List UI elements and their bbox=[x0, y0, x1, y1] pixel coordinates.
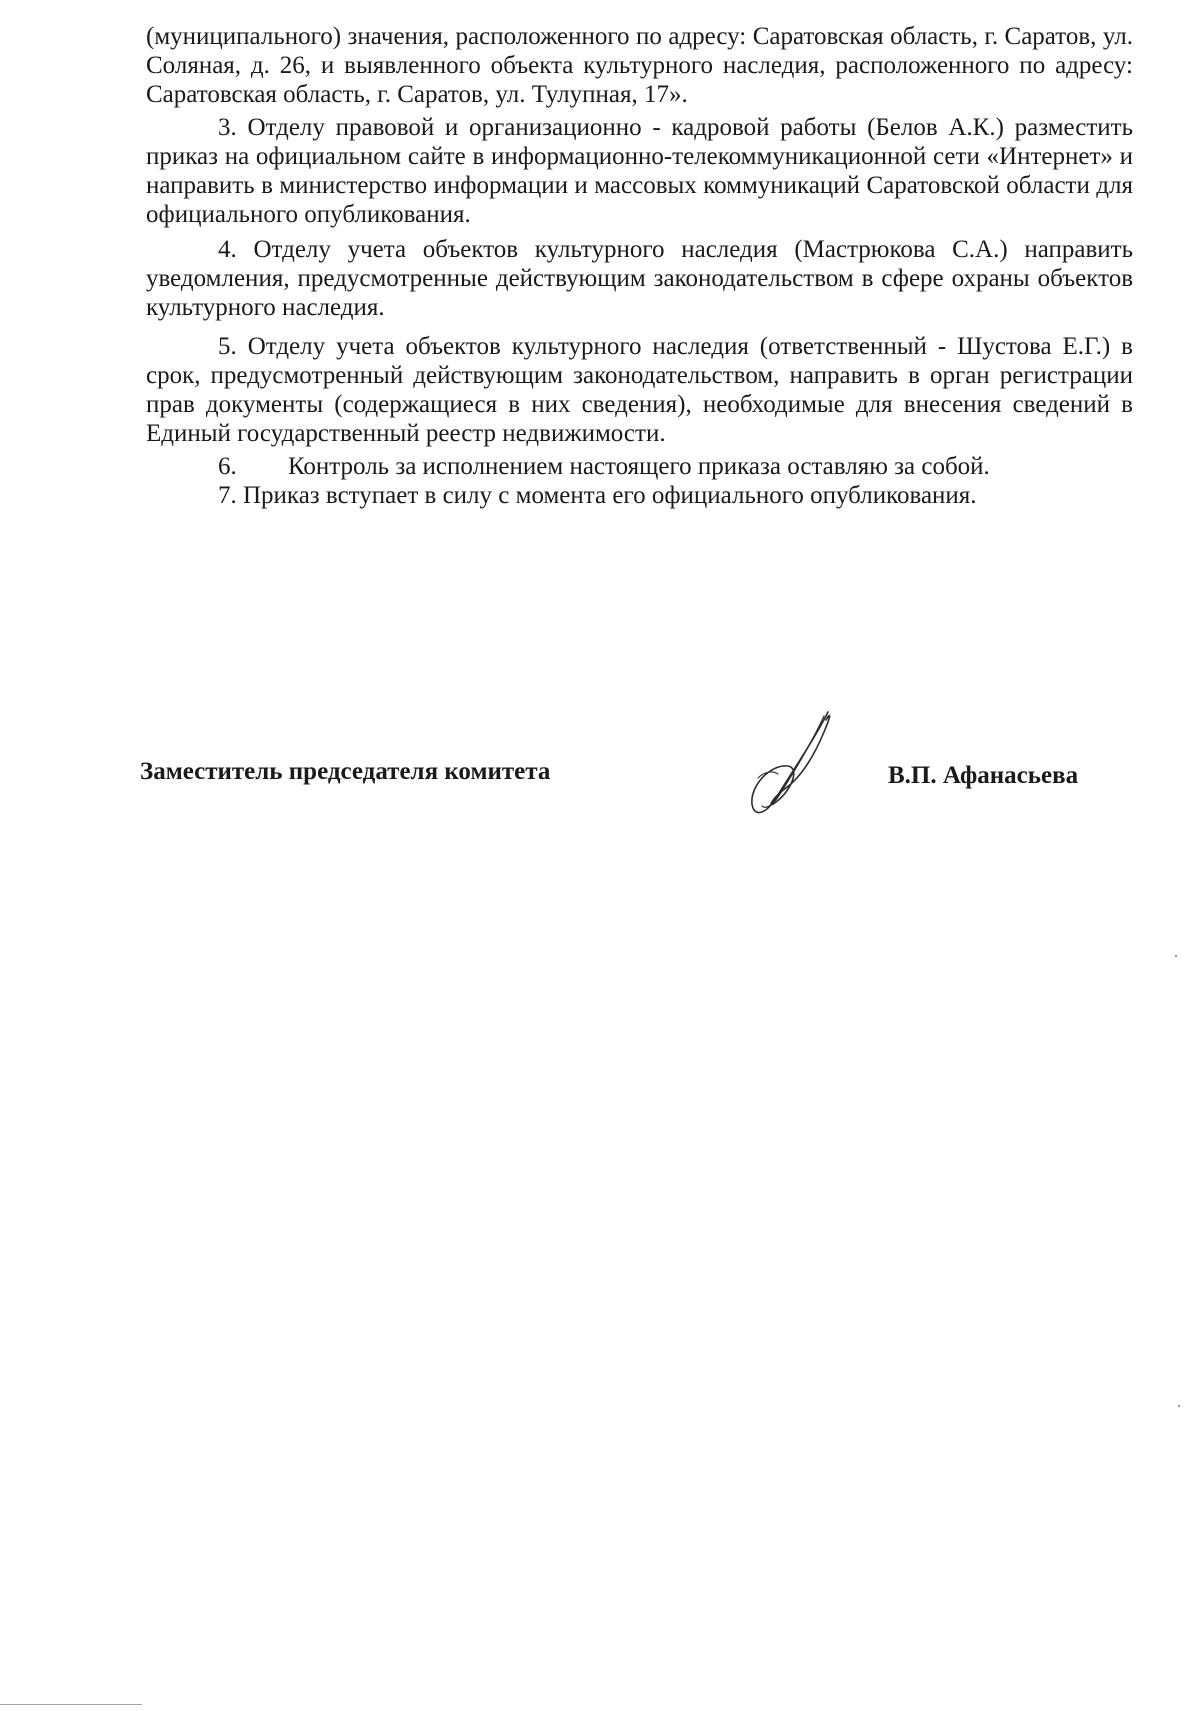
continuation-paragraph: (муниципального) значения, расположенного по адресу: Саратовская область, г. Саратов, ул. Соляная, д. 26, и выявленного объекта культурного наследия, расположенного по адресу: Саратовская область, г. Саратов, ул. Тулупная, 17». bbox=[146, 23, 1133, 108]
signature-block bbox=[140, 748, 1140, 818]
item-6-number: 6. bbox=[218, 453, 237, 480]
item-3-paragraph: 3. Отделу правовой и организационно - кадровой работы (Белов А.К.) разместить приказ на официальном сайте в информационно-телекоммуникационной сети «Интернет» и направить в министерство информации и массовых коммуникаций Саратовской области для официального опубликования. bbox=[146, 114, 1133, 228]
item-6-paragraph bbox=[146, 452, 1133, 481]
scan-dot bbox=[1178, 1405, 1180, 1407]
handwritten-signature-icon bbox=[736, 706, 846, 826]
scan-dot bbox=[1175, 955, 1177, 957]
item-7-paragraph: 7. Приказ вступает в силу с момента его официального опубликования. bbox=[218, 482, 977, 509]
item-5-paragraph: 5. Отделу учета объектов культурного наследия (ответственный - Шустова Е.Г.) в срок, предусмотренный действующим законодательством, направить в орган регистрации прав документы (содержащиеся в них сведения), необходимые для внесения сведений в Единый государственный реестр недвижимости. bbox=[146, 333, 1133, 447]
item-6-text: Контроль за исполнением настоящего приказа оставляю за собой. bbox=[288, 453, 990, 480]
signer-name: В.П. Афанасьева bbox=[888, 762, 1079, 789]
document-body bbox=[146, 22, 1133, 510]
scan-edge-line bbox=[0, 1704, 142, 1705]
item-4-paragraph: 4. Отделу учета объектов культурного наследия (Мастрюкова С.А.) направить уведомления, предусмотренные действующим законодательством в сфере охраны объектов культурного наследия. bbox=[146, 236, 1133, 321]
signer-position: Заместитель председателя комитета bbox=[140, 758, 551, 785]
